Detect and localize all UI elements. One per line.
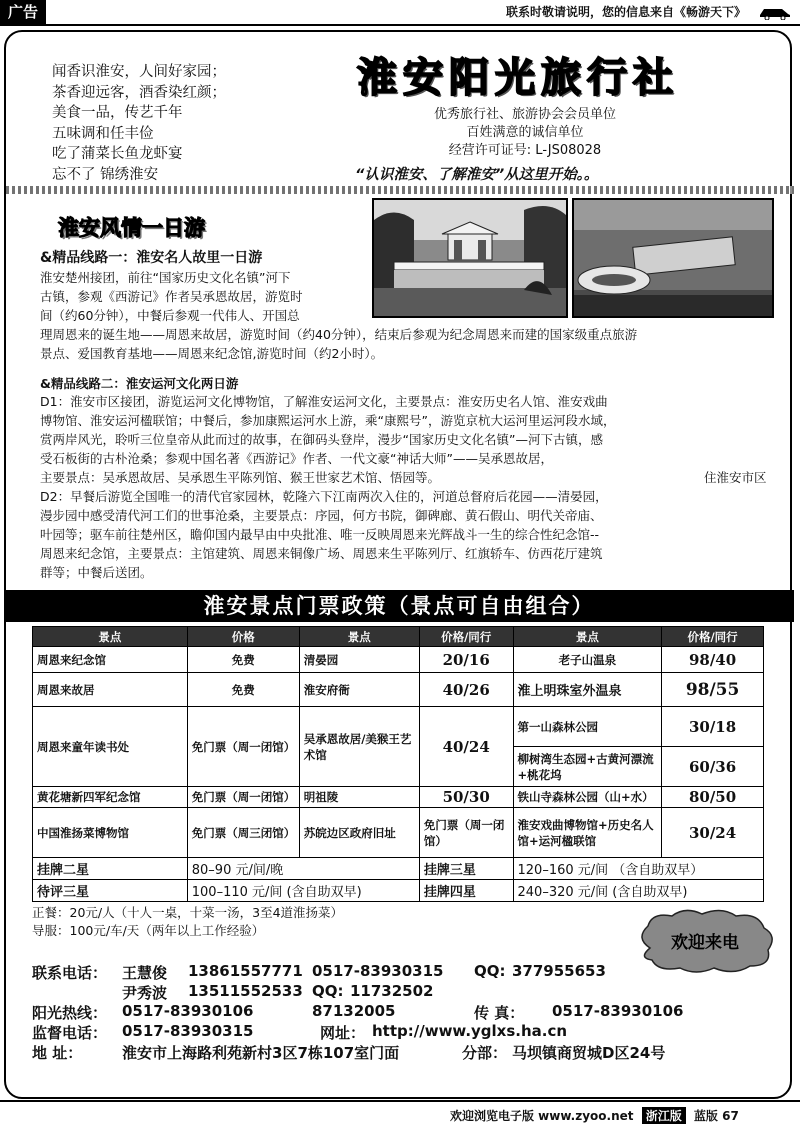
attraction-price: 免门票（周一闭馆） [187, 707, 299, 787]
attraction-price: 免门票（周三闭馆） [187, 808, 299, 858]
attraction-price: 免费 [187, 673, 299, 707]
edition-tag: 浙江版 [642, 1107, 686, 1124]
attraction-price: 40/26 [419, 673, 513, 707]
qq-number: 11732502 [350, 982, 434, 1000]
poem-line: 吃了蒲菜长鱼龙虾宴 [52, 146, 183, 162]
route2-line: 群等；中餐后送团。 [40, 565, 153, 580]
book-name: 蓝版 [693, 1109, 718, 1123]
table-row [33, 673, 764, 707]
attraction-price: 30/18 [662, 707, 764, 747]
qq-label: QQ: [312, 982, 344, 1000]
section-divider [6, 186, 794, 194]
hotel-row [33, 858, 764, 880]
page-number: 67 [722, 1109, 739, 1123]
ad-tag: 广告 [0, 0, 46, 24]
car-icon [758, 4, 792, 20]
fax-number: 0517-83930106 [552, 1002, 684, 1020]
route2-line: 受石板街的古朴沧桑；参观中国名著《西游记》作者、一代文豪“神话大师”——吴承恩故居， [40, 451, 553, 466]
hotel-price: 240–320 元/间 (含自助双早) [513, 880, 763, 902]
address: 淮安市上海路利苑新村3区7栋107室门面 [122, 1044, 400, 1062]
attraction-price: 免门票（周一闭馆） [419, 808, 513, 858]
attraction-name: 周恩来纪念馆 [33, 647, 188, 673]
route2-line: D1：淮安市区接团，游览运河文化博物馆，了解淮安运河文化，主要景点：淮安历史名人馆、淮安戏曲 [40, 394, 608, 409]
hotel-price: 120–160 元/间 （含自助双早） [513, 858, 763, 880]
route2-line: 叶园等；驱车前往楚州区，瞻仰国内最早由中央批准、唯一反映周恩来光辉战斗一生的综合性纪念馆-- [40, 527, 600, 542]
route1-line: 景点、爱国教育基地——周恩来纪念馆,游览时间（约2小时）。 [40, 346, 384, 361]
attraction-name: 铁山寺森林公园（山+水） [513, 787, 662, 808]
route2-line: 博物馆、淮安运河楹联馆；中餐后，参加康熙运河水上游，乘“康熙号”，游览京杭大运河里运河段水域， [40, 413, 616, 428]
qq-label: QQ: [474, 962, 506, 980]
header-cell: 价格/同行 [662, 627, 764, 647]
attraction-name: 淮安府衙 [299, 673, 419, 707]
hotel-price: 100–110 元/间 (含自助双早) [187, 880, 419, 902]
header-cell: 景点 [33, 627, 188, 647]
address-label: 地 址： [32, 1044, 83, 1062]
hotel-grade: 待评三星 [33, 880, 188, 902]
phone-label: 联系电话： [32, 964, 108, 982]
attraction-price: 98/40 [662, 647, 764, 673]
section-title-one-day-tour: 淮安风情一日游 [58, 216, 205, 240]
attraction-price: 40/24 [419, 707, 513, 787]
poem-line: 茶香迎远客，酒香染红颜； [52, 84, 226, 101]
attraction-name: 第一山森林公园 [513, 707, 662, 747]
fax-label: 传 真： [474, 1004, 525, 1022]
hotel-price: 80–90 元/间/晚 [187, 858, 419, 880]
hotel-row [33, 880, 764, 902]
attraction-name: 周恩来故居 [33, 673, 188, 707]
meal-price: 正餐：20元/人（十人一桌，十菜一汤，3至4道淮扬菜） [32, 905, 344, 920]
attraction-name: 明祖陵 [299, 787, 419, 808]
hotel-grade: 挂牌三星 [419, 858, 513, 880]
agency-name: 淮安阳光旅行社 [357, 54, 679, 101]
attraction-price: 50/30 [419, 787, 513, 808]
attraction-name: 淮上明珠室外温泉 [513, 673, 662, 707]
poem-line: 美食一品，传艺千年 [52, 105, 183, 121]
header-cell: 景点 [513, 627, 662, 647]
attraction-price: 30/24 [662, 808, 764, 858]
source-notice: 联系时敬请说明，您的信息来自《畅游天下》 [505, 5, 746, 19]
hotline-number: 87132005 [312, 1002, 396, 1020]
attraction-price: 免费 [187, 647, 299, 673]
website-url[interactable]: http://www.yglxs.ha.cn [372, 1022, 568, 1040]
agency-line1: 优秀旅行社、旅游协会会员单位 [433, 107, 616, 122]
route1-description [40, 268, 637, 363]
header-cell: 价格/同行 [419, 627, 513, 647]
poem [52, 62, 226, 185]
website-label: 网址： [320, 1024, 366, 1042]
contact-name: 王慧俊 [122, 964, 168, 982]
attraction-name: 老子山温泉 [513, 647, 662, 673]
attraction-name: 苏皖边区政府旧址 [299, 808, 419, 858]
footer-site: 欢迎浏览电子版 www.zyoo.net [450, 1109, 634, 1123]
poem-line: 忘不了 锦绣淮安 [52, 166, 159, 183]
attraction-price: 免门票（周一闭馆） [187, 787, 299, 808]
attraction-price: 20/16 [419, 647, 513, 673]
attraction-name: 柳树湾生态园+古黄河漂流+桃花坞 [513, 747, 662, 787]
route2-line: D2：早餐后游览全国唯一的清代官家园林，乾隆六下江南两次入住的，河道总督府后花园——清晏园， [40, 489, 608, 504]
guide-price: 导服：100元/车/天（两年以上工作经验） [32, 923, 265, 938]
route1-line: 理周恩来的诞生地——周恩来故居，游览时间（约40分钟），结束后参观为纪念周恩来而建的国家级重点旅游 [40, 327, 638, 342]
route1-line: 间（约60分钟），中餐后参观一代伟人、开国总 [40, 308, 300, 323]
table-row [33, 647, 764, 673]
attraction-name: 周恩来童年读书处 [33, 707, 188, 787]
stay-note: 住淮安市区 [704, 470, 767, 485]
route1-line: 淮安楚州接团，前往“国家历史文化名镇”河下 [40, 270, 291, 285]
supervise-label: 监督电话： [32, 1024, 108, 1042]
qq-number: 377955653 [512, 962, 606, 980]
route2-line: 主要景点：吴承恩故居、吴承恩生平陈列馆、猴王世家艺术馆、悟园等。 [40, 470, 441, 485]
route2-line: 周恩来纪念馆，主要景点：主馆建筑、周恩来铜像广场、周恩来生平陈列厅、红旗轿车、仿西花厅建筑 [40, 546, 603, 561]
branch-address: 马坝镇商贸城D区24号 [512, 1044, 666, 1062]
header-cell: 价格 [187, 627, 299, 647]
ticket-table [32, 626, 764, 902]
route2-line: 漫步园中感受清代河工们的世事沧桑，主要景点：序园，何方书院，御碑廊、黄石假山、明代关帝庙、 [40, 508, 603, 523]
contact-mobile: 13511552533 [188, 982, 303, 1000]
welcome-bubble [630, 908, 780, 978]
contact-tel: 0517-83930315 [312, 962, 444, 980]
hotline-label: 阳光热线： [32, 1004, 108, 1022]
route1-title: &精品线路一：淮安名人故里一日游 [40, 250, 263, 266]
attraction-price: 80/50 [662, 787, 764, 808]
branch-label: 分部： [462, 1044, 508, 1062]
hotel-grade: 挂牌四星 [419, 880, 513, 902]
route2-line: 赏两岸风光，聆听三位皇帝从此而过的故事，在御码头登岸，漫步“国家历史文化名镇”—河下古镇，感 [40, 432, 603, 447]
route2-description [40, 392, 615, 582]
route1-line: 古镇，参观《西游记》作者吴承恩故居，游览时 [40, 289, 303, 304]
welcome-text: 欢迎来电 [671, 933, 739, 953]
ticket-policy-title: 淮安景点门票政策（景点可自由组合） [4, 590, 794, 622]
poem-line: 闻香识淮安，人间好家园； [52, 64, 226, 80]
route2-title: &精品线路二：淮安运河文化两日游 [40, 376, 239, 391]
table-row [33, 787, 764, 808]
contact-name: 尹秀波 [122, 984, 168, 1002]
header-cell: 景点 [299, 627, 419, 647]
extra-services [32, 904, 343, 940]
table-header-row [33, 627, 764, 647]
license-number: 经营许可证号: L-JS08028 [448, 143, 602, 158]
supervise-number: 0517-83930315 [122, 1022, 254, 1040]
attraction-name: 淮安戏曲博物馆+历史名人馆+运河楹联馆 [513, 808, 662, 858]
top-bar [0, 0, 800, 26]
table-row [33, 707, 764, 747]
poem-line: 五味调和任丰俭 [52, 125, 154, 142]
attraction-name: 黄花塘新四军纪念馆 [33, 787, 188, 808]
page-footer [0, 1100, 800, 1129]
hotline-number: 0517-83930106 [122, 1002, 254, 1020]
attraction-price: 60/36 [662, 747, 764, 787]
slogan: “认识淮安、了解淮安”从这里开始。。 [355, 167, 599, 183]
attraction-name: 中国淮扬菜博物馆 [33, 808, 188, 858]
table-row [33, 808, 764, 858]
attraction-name: 吴承恩故居/美猴王艺术馆 [299, 707, 419, 787]
agency-line2: 百姓满意的诚信单位 [466, 125, 584, 140]
footer-text [450, 1107, 739, 1124]
hotel-grade: 挂牌二星 [33, 858, 188, 880]
contact-mobile: 13861557771 [188, 962, 303, 980]
attraction-name: 清晏园 [299, 647, 419, 673]
attraction-price: 98/55 [662, 673, 764, 707]
